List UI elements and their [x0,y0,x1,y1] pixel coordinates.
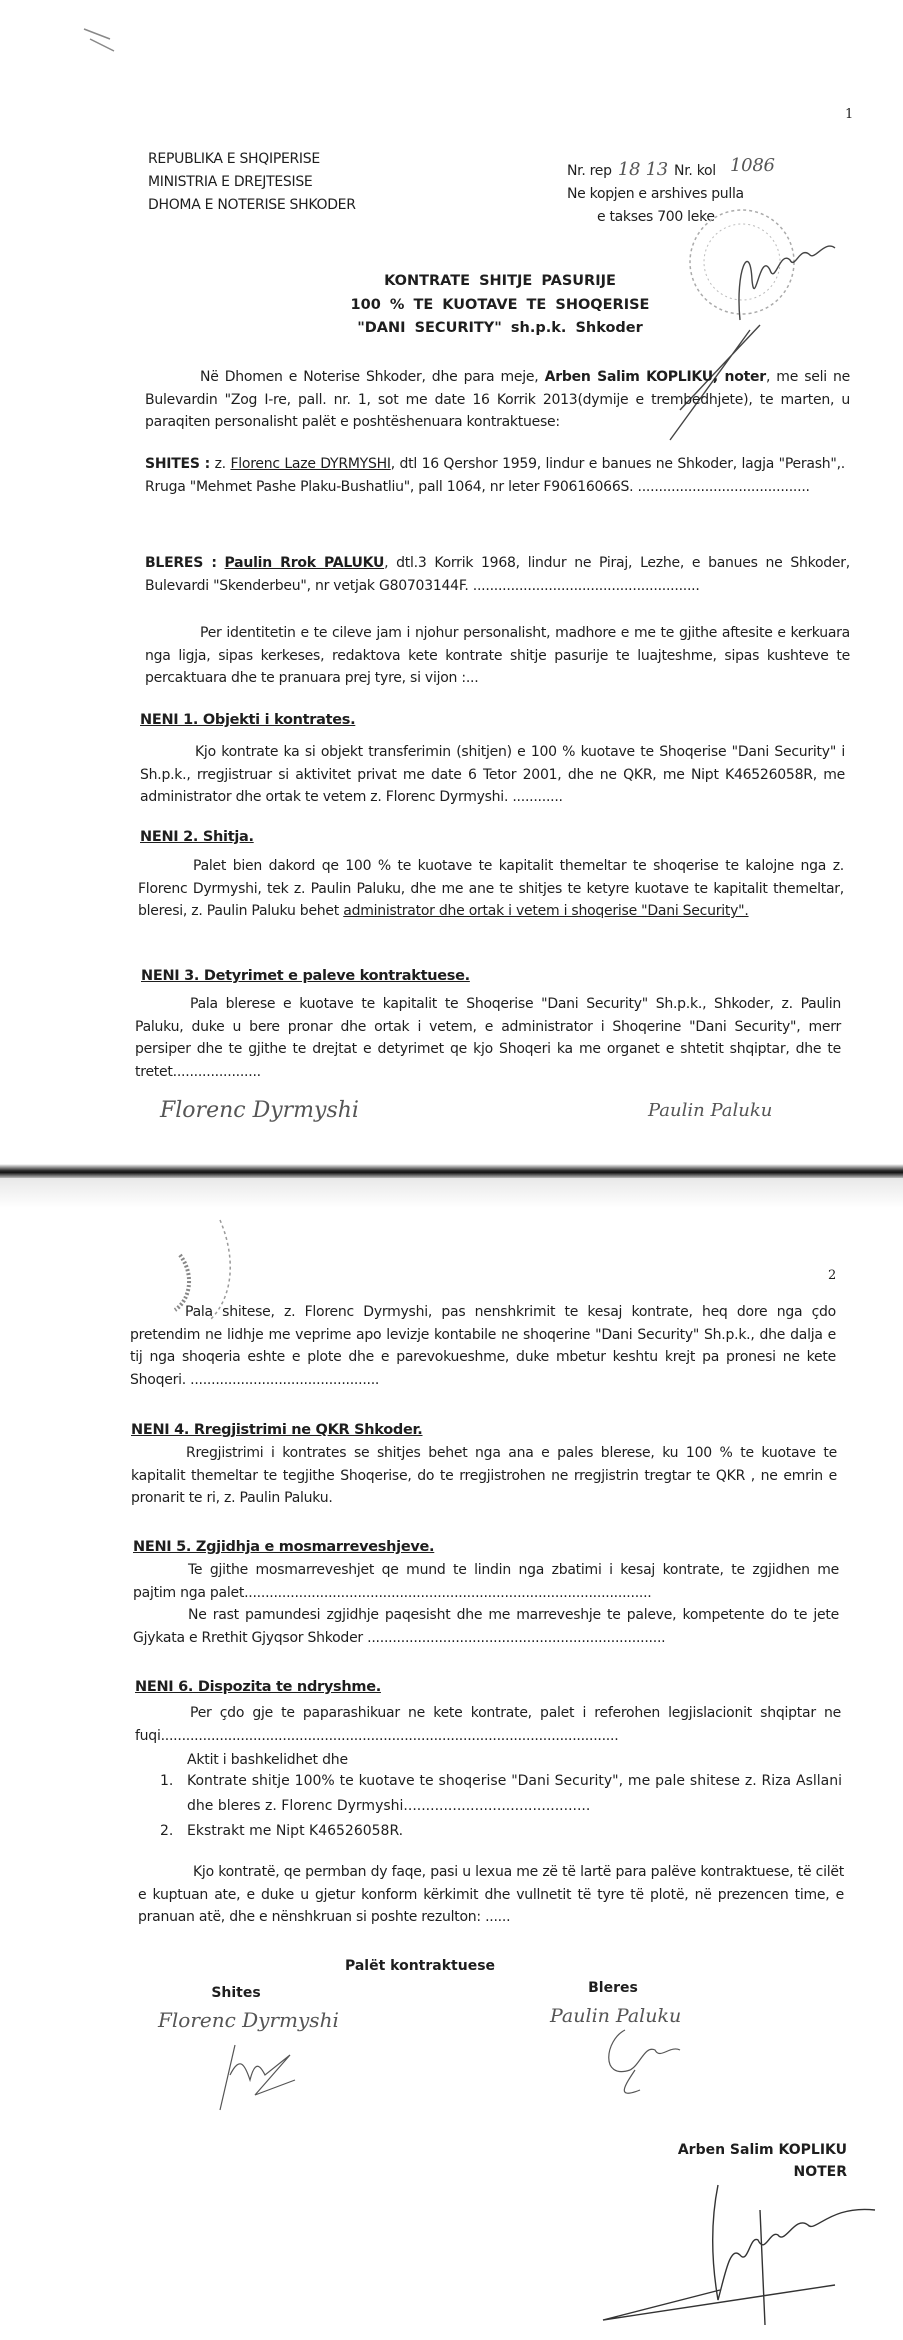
neni-5-text-2: Ne rast pamundesi zgjidhje paqesisht dhe me marreveshje te paleve, kompetente do te jete Gjykata e Rrethit Gjyqsor Shkoder ....................................................................... [133,1607,839,1646]
closing-paragraph: Kjo kontratë, qe permban dy faqe, pasi u lexua me zë të lartë para palëve kontraktuese, të cilët e kuptuan ate, e duke u gjetur konform kërkimit dhe vullnetit të tyre të plotë, në prezencen time, e pranuan atë, dhe e nënshkruan si poshte rezulton: ...... [138,1864,844,1925]
annex-item-text: Ekstrakt me Nipt K46526058R. [187,1823,404,1839]
seller-name: Florenc Laze DYRMYSHI [230,456,391,472]
seller-details: , dtl 16 Qershor 1959, lindur e banues ne Shkoder, lagja "Perash",. Rruga "Mehmet Pashe Plaku-Bushatliu", pall 1064, nr leter F90616066S. ......................................... [145,456,845,495]
seller-prefix: z. [210,456,231,472]
neni-1-text: Kjo kontrate ka si objekt transferimin (shitjen) e 100 % kuotave te Shoqerise "Dani Security" i Sh.p.k., rregjistruar si aktivitet privat me date 6 Tetor 2001, dhe ne QKR, me Nipt K46526058R, me administrator dhe ortak te vetem z. Florenc Dyrmyshi. ............ [140,744,845,805]
buyer-signature-page1: Paulin Paluku [648,1100,773,1121]
neni-4-text: Rregjistrimi i kontrates se shitjes behet nga ana e pales blerese, ku 100 % te kuotave te kapitalit themeltar te tegjithe Shoqerise, do te rregjistrohen ne rregjistrin tregtar te QKR , ne emrin e pronarit te ri, z. Paulin Paluku. [131,1445,837,1506]
tax-line: e takses 700 leke [597,209,715,225]
annex-list [160,1769,842,1844]
scan-mark [80,25,120,55]
neni-4-heading: NENI 4. Rregjistrimi ne QKR Shkoder. [131,1422,423,1438]
header-republic: REPUBLIKA E SHQIPERISE [148,151,320,167]
seller-signature-page1: Florenc Dyrmyshi [160,1098,359,1123]
neni-1-heading: NENI 1. Objekti i kontrates. [140,712,356,728]
intro-text-b: , me seli ne Bulevardin "Zog I-re, pall. nr. 1, sot me date 16 Korrik 2013(dymije e trembedhjete), te marten, u paraqiten personalisht palët e poshtëshenuara kontraktuese: [145,369,851,430]
buyer-details: , dtl.3 Korrik 1968, lindur ne Piraj, Lezhe, e banues ne Shkoder, Bulevardi "Skenderbeu", nr vetjak G80703144F. ...................................................... [145,555,850,594]
neni-6-heading: NENI 6. Dispozita te ndryshme. [135,1679,381,1695]
neni-2-text [138,855,844,923]
nr-rep-value: 18 13 [617,159,668,180]
neni-3-text: Pala blerese e kuotave te kapitalit te Shoqerise "Dani Security" Sh.p.k., Shkoder, z. Paulin Paluku, duke u bere pronar dhe ortak i vetem, e administrator i Shoqerine "Dani Security", merr persiper dhe te gjithe te drejtat e detyrimet qe kjo Shoqeri ka me organet e shtetit shqiptar, dhe te tretet..................... [135,996,841,1080]
buyer-label: BLERES : [145,555,217,571]
intro-paragraph [145,366,850,434]
title-line-2: 100 % TE KUOTAVE TE SHOQERISE [350,296,650,313]
buyer-signature: Paulin Paluku [550,2005,682,2027]
annex-item-text: Kontrate shitje 100% te kuotave te shoqerise "Dani Security", me pale shitese z. Riza Asllani dhe bleres z. Florenc Dyrmyshi.......................................... [187,1773,842,1814]
seller-signature: Florenc Dyrmyshi [158,2008,339,2032]
notary-name: Arben Salim KOPLIKU [677,2142,847,2158]
seller-paragraph [145,453,845,498]
page-fold-shadow [0,1178,903,1208]
nr-kol-value: 1086 [730,155,775,176]
annex-item [160,1819,842,1844]
notary-name: Arben Salim KOPLIKU, noter [544,369,766,385]
header-ministry: MINISTRIA E DREJTESISE [148,174,313,190]
identity-paragraph: Per identitetin e te cileve jam i njohur personalisht, madhore e me te gjithe aftesite e kerkuara nga ligja, sipas kerkeses, redaktova kete kontrate shitje pasurije te luajteshme, sipas kushteve te percaktuara dhe te pranuara prej tyre, si vijon :... [145,625,850,686]
parties-heading: Palët kontraktuese [344,1958,496,1974]
neni-6-text: Per çdo gje te paparashikuar ne kete kontrate, palet i referohen legjislacionit shqiptar ne fuqi............................................................................................................. [135,1705,841,1744]
neni-5-heading: NENI 5. Zgjidhja e mosmarreveshjeve. [133,1539,435,1555]
seller-initials [200,2035,310,2115]
archive-line: Ne kopjen e arshives pulla [567,186,744,202]
notary-signature [600,2185,890,2325]
buyer-name: Paulin Rrok PALUKU [224,555,385,571]
title-line-1: KONTRATE SHITJE PASURIJE [384,273,616,289]
nr-rep-label: Nr. rep [567,163,612,179]
title-line-3: "DANI SECURITY" sh.p.k. Shkoder [357,320,643,336]
seller-label: Shites [211,1985,261,2001]
nr-kol-label: Nr. kol [674,163,716,179]
intro-text-a: Në Dhomen e Noterise Shkoder, dhe para meje, [200,369,545,385]
document-title [250,270,750,341]
page-separator [0,1164,903,1178]
neni-2-body: Palet bien dakord qe 100 % te kuotave te kapitalit themeltar te shoqerise te kalojne nga z. Florenc Dyrmyshi, tek z. Paulin Paluku, dhe me ane te shitjes te ketyre kuotave te kapitalit themeltar, bleresi, z. Paulin Paluku behet [138,858,844,919]
continuation-paragraph: Pala shitese, z. Florenc Dyrmyshi, pas nenshkrimit te kesaj kontrate, heq dore nga çdo pretendim ne lidhje me veprime apo levizje kontabile ne shoqerine "Dani Security" Sh.p.k., dhe dalja e tij nga shoqeria eshte e plote dhe e parevokueshme, duke mbetur keshtu krejt pa pronesi ne kete Shoqeri. ............................................. [130,1304,836,1388]
annex-intro: Aktit i bashkelidhet dhe [187,1752,348,1768]
annex-item [160,1769,842,1819]
neni-3-heading: NENI 3. Detyrimet e paleve kontraktuese. [141,968,470,984]
buyer-paragraph [145,552,850,597]
buyer-initials [595,2025,705,2100]
neni-2-heading: NENI 2. Shitja. [140,829,254,845]
header-chamber: DHOMA E NOTERISE SHKODER [148,197,356,213]
neni-2-underlined: administrator dhe ortak i vetem i shoqerise "Dani Security". [343,903,749,919]
neni-5-text-1: Te gjithe mosmarreveshjet qe mund te lindin nga zbatimi i kesaj kontrate, te zgjidhen me pajtim nga palet................................................................................................. [133,1562,839,1601]
annex-item-number: 2. [160,1823,174,1839]
seller-label: SHITES : [145,456,211,472]
annex-item-number: 1. [160,1773,174,1789]
page-number: 1 [845,107,854,122]
header-left [148,148,356,217]
notary-title: NOTER [793,2164,847,2180]
buyer-label: Bleres [588,1980,638,1996]
page-number-2: 2 [828,1268,837,1283]
